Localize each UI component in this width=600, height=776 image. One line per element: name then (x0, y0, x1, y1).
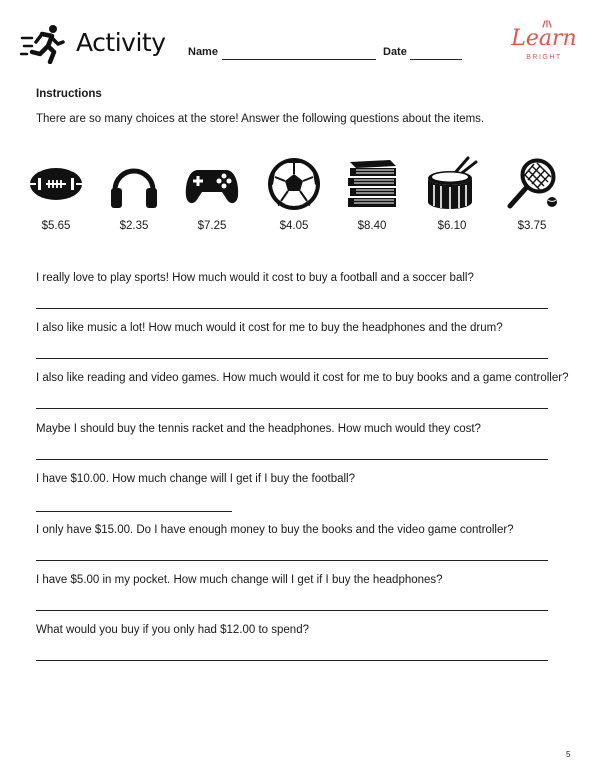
answer-line-3[interactable] (36, 408, 548, 409)
drum-icon (424, 156, 480, 212)
page-number: 5 (566, 750, 571, 759)
item-price: $3.75 (517, 220, 547, 232)
logo-subtext: BRIGHT (526, 54, 562, 61)
item-price: $7.25 (197, 220, 227, 232)
runner-icon (20, 24, 66, 64)
item-football (18, 150, 94, 240)
answer-line-2[interactable] (36, 358, 548, 359)
header (20, 22, 580, 72)
question-1: I really love to play sports! How much would it cost to buy a football and a soccer ball? (36, 272, 474, 284)
headphones-icon (106, 156, 162, 212)
learn-bright-logo (508, 22, 580, 66)
name-field[interactable] (222, 59, 376, 60)
item-tennis-racket (494, 150, 570, 240)
answer-line-6[interactable] (36, 560, 548, 561)
answer-line-1[interactable] (36, 308, 548, 309)
name-label: Name (188, 46, 218, 58)
item-price: $8.40 (357, 220, 387, 232)
logo-word: Learn (511, 26, 577, 51)
football-icon (28, 156, 84, 212)
answer-line-7[interactable] (36, 610, 548, 611)
books-icon (344, 156, 400, 212)
soccer-ball-icon (266, 156, 322, 212)
item-drum (414, 150, 490, 240)
question-5: I have $10.00. How much change will I get if I buy the football? (36, 473, 355, 485)
date-field[interactable] (410, 59, 462, 60)
date-label: Date (383, 46, 407, 58)
game-controller-icon (184, 156, 240, 212)
question-4: Maybe I should buy the tennis racket and the headphones. How much would they cost? (36, 423, 481, 435)
activity-title: Activity (76, 28, 166, 57)
item-price: $4.05 (279, 220, 309, 232)
question-7: I have $5.00 in my pocket. How much change will I get if I buy the headphones? (36, 574, 443, 586)
answer-line-8[interactable] (36, 660, 548, 661)
item-headphones (96, 150, 172, 240)
item-price: $6.10 (437, 220, 467, 232)
item-game-controller (174, 150, 250, 240)
question-3: I also like reading and video games. How much would it cost for me to buy books and a game controller? (36, 372, 569, 384)
item-books (334, 150, 410, 240)
instructions-heading: Instructions (36, 88, 102, 100)
item-price: $2.35 (119, 220, 149, 232)
item-soccer-ball (256, 150, 332, 240)
question-2: I also like music a lot! How much would it cost for me to buy the headphones and the drum? (36, 322, 503, 334)
question-6: I only have $15.00. Do I have enough money to buy the books and the video game controller? (36, 524, 514, 536)
answer-line-4[interactable] (36, 459, 548, 460)
tennis-racket-icon (504, 156, 560, 212)
instructions-text: There are so many choices at the store! Answer the following questions about the items. (36, 113, 485, 125)
question-8: What would you buy if you only had $12.00 to spend? (36, 624, 309, 636)
item-price: $5.65 (41, 220, 71, 232)
answer-line-5[interactable] (36, 511, 232, 512)
